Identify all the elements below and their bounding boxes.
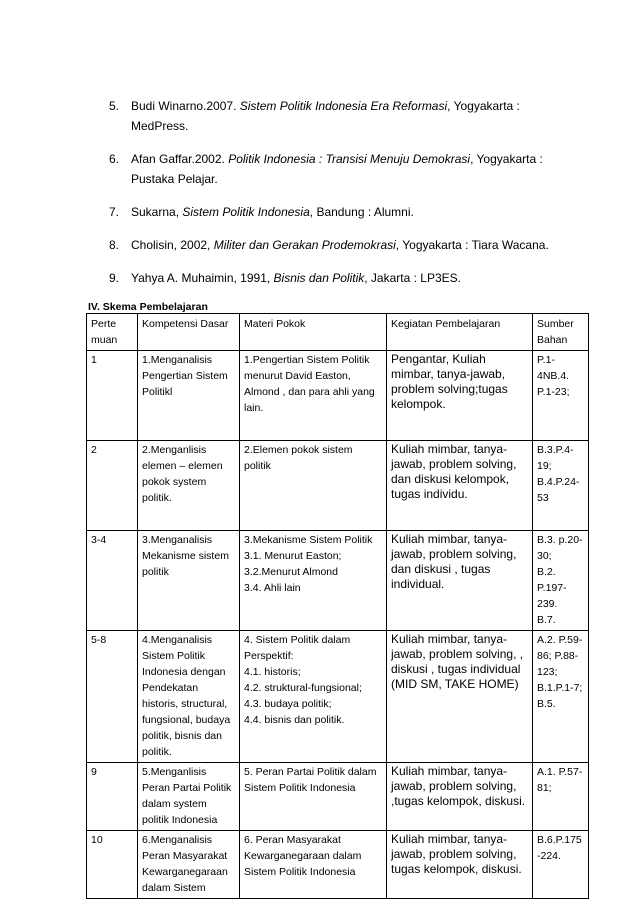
cell-kompetensi: 3.Menganalisis Mekanisme sistem politik: [138, 531, 240, 631]
reference-item: [109, 202, 579, 222]
header-sumber: Sumber Bahan: [533, 314, 589, 351]
cell-kompetensi: 5.Menganlisis Peran Partai Politik dalam system politik Indonesia: [138, 763, 240, 831]
header-materi: Materi Pokok: [240, 314, 387, 351]
reference-text: [131, 268, 579, 288]
cell-kegiatan: Kuliah mimbar, tanya-jawab, problem solving, tugas kelompok, diskusi.: [387, 831, 533, 899]
cell-sumber: B.3. p.20-30; B.2. P.197-239. B.7.: [533, 531, 589, 631]
cell-pertemuan: 10: [87, 831, 138, 899]
cell-pertemuan: 2: [87, 441, 138, 531]
cell-kegiatan: Kuliah mimbar, tanya-jawab, problem solving, ,tugas kelompok, diskusi.: [387, 763, 533, 831]
reference-author: Sukarna,: [131, 205, 183, 219]
reference-item: [109, 268, 579, 288]
cell-sumber: A.2. P.59-86; P.88-123; B.1.P.1-7; B.5.: [533, 631, 589, 763]
reference-publisher: , Jakarta : LP3ES.: [364, 271, 461, 285]
reference-number: 7.: [109, 205, 120, 219]
header-kegiatan: Kegiatan Pembelajaran: [387, 314, 533, 351]
cell-sumber: B.3.P.4-19; B.4.P.24-53: [533, 441, 589, 531]
cell-materi: 5. Peran Partai Politik dalam Sistem Politik Indonesia: [240, 763, 387, 831]
reference-title: Militer dan Gerakan Prodemokrasi: [213, 238, 396, 252]
header-kompetensi: Kompetensi Dasar: [138, 314, 240, 351]
reference-publisher: , Yogyakarta : Pustaka Pelajar.: [131, 152, 543, 186]
cell-kompetensi: 6.Menganalisis Peran Masyarakat Kewarganegaraan dalam Sistem: [138, 831, 240, 899]
reference-item: [109, 96, 579, 136]
reference-publisher: , Yogyakarta : Tiara Wacana.: [395, 238, 549, 252]
cell-sumber: B.6.P.175 -224.: [533, 831, 589, 899]
reference-title: Sistem Politik Indonesia Era Reformasi: [239, 99, 448, 113]
reference-text: [131, 96, 579, 136]
reference-item: [109, 149, 579, 189]
reference-title: Politik Indonesia : Transisi Menuju Demokrasi: [228, 152, 471, 166]
reference-author: Afan Gaffar.2002.: [131, 152, 229, 166]
reference-number: 8.: [109, 238, 120, 252]
section-title: IV. Skema Pembelajaran: [88, 301, 208, 313]
cell-pertemuan: 3-4: [87, 531, 138, 631]
table-row: [87, 531, 589, 631]
cell-pertemuan: 5-8: [87, 631, 138, 763]
reference-number: 6.: [109, 152, 120, 166]
table-header-row: [87, 314, 589, 351]
cell-kompetensi: 2.Menganlisis elemen – elemen pokok system politik.: [138, 441, 240, 531]
reference-text: [131, 202, 579, 222]
reference-list: [109, 96, 579, 301]
table-row: [87, 763, 589, 831]
cell-pertemuan: 1: [87, 351, 138, 441]
table-row: [87, 831, 589, 899]
cell-kegiatan: Kuliah mimbar, tanya-jawab, problem solving, dan diskusi kelompok, tugas individu.: [387, 441, 533, 531]
cell-materi: 2.Elemen pokok sistem politik: [240, 441, 387, 531]
reference-author: Yahya A. Muhaimin, 1991,: [131, 271, 274, 285]
schedule-table: [86, 313, 589, 899]
cell-sumber: A.1. P.57-81;: [533, 763, 589, 831]
cell-kegiatan: Pengantar, Kuliah mimbar, tanya-jawab, problem solving;tugas kelompok.: [387, 351, 533, 441]
table-row: [87, 351, 589, 441]
table-row: [87, 441, 589, 531]
reference-publisher: , Yogyakarta : MedPress.: [131, 99, 520, 133]
cell-materi: 4. Sistem Politik dalam Perspektif: 4.1. historis; 4.2. struktural-fungsional; 4.3. budaya politik; 4.4. bisnis dan politik.: [240, 631, 387, 763]
reference-text: [131, 235, 579, 255]
reference-number: 5.: [109, 99, 120, 113]
cell-materi: 1.Pengertian Sistem Politik menurut David Easton, Almond , dan para ahli yang lain.: [240, 351, 387, 441]
cell-materi: 3.Mekanisme Sistem Politik 3.1. Menurut Easton; 3.2.Menurut Almond 3.4. Ahli lain: [240, 531, 387, 631]
table-row: [87, 631, 589, 763]
cell-kompetensi: 4.Menganalisis Sistem Politik Indonesia dengan Pendekatan historis, structural, fungsional, budaya politik, bisnis dan politik.: [138, 631, 240, 763]
reference-author: Budi Winarno.2007.: [131, 99, 240, 113]
cell-materi: 6. Peran Masyarakat Kewarganegaraan dalam Sistem Politik Indonesia: [240, 831, 387, 899]
reference-title: Bisnis dan Politik: [273, 271, 365, 285]
cell-kompetensi: 1.Menganalisis Pengertian Sistem Politikl: [138, 351, 240, 441]
cell-kegiatan: Kuliah mimbar, tanya-jawab, problem solving, , diskusi , tugas individual (MID SM, TAKE HOME): [387, 631, 533, 763]
cell-kegiatan: Kuliah mimbar, tanya-jawab, problem solving, dan diskusi , tugas individual.: [387, 531, 533, 631]
reference-text: [131, 149, 579, 189]
cell-sumber: P.1-4NB.4. P.1-23;: [533, 351, 589, 441]
header-pertemuan: Perte muan: [87, 314, 138, 351]
reference-author: Cholisin, 2002,: [131, 238, 214, 252]
reference-publisher: , Bandung : Alumni.: [309, 205, 414, 219]
reference-item: [109, 235, 579, 255]
reference-title: Sistem Politik Indonesia: [182, 205, 310, 219]
cell-pertemuan: 9: [87, 763, 138, 831]
reference-number: 9.: [109, 271, 120, 285]
